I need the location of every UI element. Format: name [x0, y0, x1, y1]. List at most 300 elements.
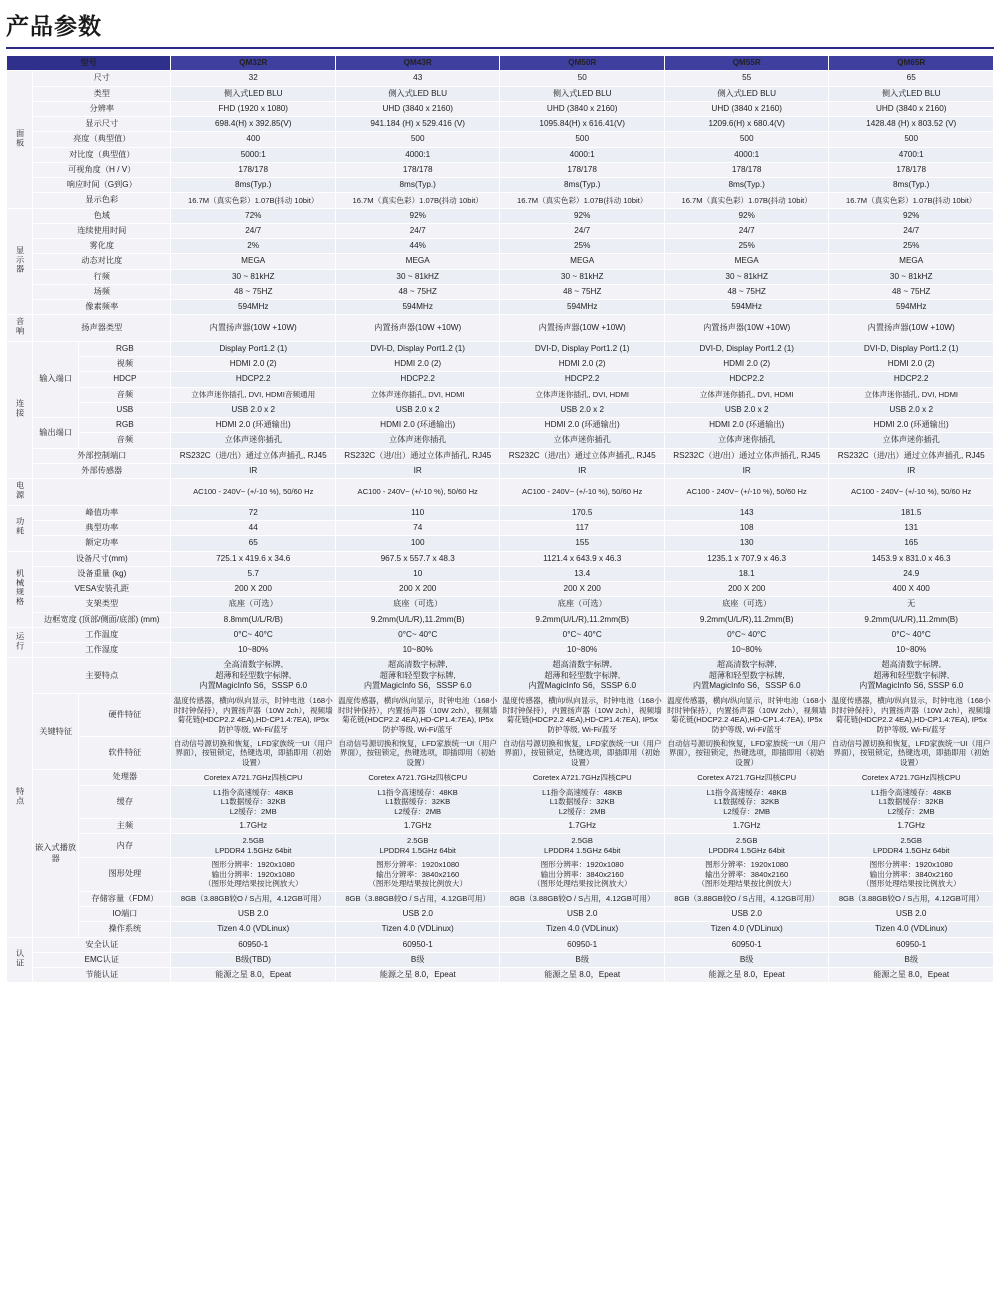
cell-value: USB 2.0	[664, 907, 828, 922]
cell-value: Coretex A721.7GHz四核CPU	[171, 770, 335, 785]
table-row	[7, 223, 994, 238]
cell-value: 24/7	[171, 223, 335, 238]
cell-value: 内置扬声器(10W +10W)	[829, 315, 994, 342]
title-divider	[6, 47, 994, 49]
row-group-label: 音响	[7, 315, 33, 342]
cell-value: Coretex A721.7GHz四核CPU	[829, 770, 994, 785]
table-row	[7, 834, 994, 858]
cell-value: 92%	[335, 208, 499, 223]
table-row	[7, 937, 994, 952]
cell-value: 立体声迷你插孔	[500, 433, 664, 448]
cell-value: 24/7	[500, 223, 664, 238]
table-row	[7, 178, 994, 193]
cell-value: 2.5GB LPDDR4 1.5GHz 64bit	[335, 834, 499, 858]
cell-value: 16.7M（真实色彩）1.07B(抖动 10bit）	[171, 193, 335, 208]
cell-value: 24/7	[335, 223, 499, 238]
table-row	[7, 694, 994, 737]
cell-value: MEGA	[829, 254, 994, 269]
cell-value: IR	[500, 463, 664, 478]
cell-value: 8GB（3.88GB较O / S占用，4.12GB可用）	[664, 891, 828, 906]
cell-value: USB 2.0 x 2	[664, 402, 828, 417]
cell-value: 500	[664, 132, 828, 147]
cell-value: 0°C~ 40°C	[664, 627, 828, 642]
row-label: 设备重量 (kg)	[33, 566, 171, 581]
cell-value: HDMI 2.0 (环通输出)	[500, 418, 664, 433]
cell-value: UHD (3840 x 2160)	[335, 101, 499, 116]
table-row	[7, 269, 994, 284]
cell-value: 50	[500, 71, 664, 86]
cell-value: 200 X 200	[500, 582, 664, 597]
cell-value: 温度传感器，横向/纵向显示，时钟电池（168小时时钟保持），内置扬声器（10W 2ch），视频墙菊花链(HDCP2.2 4EA),HD-CP1.4:7EA), IP5x 防护等级, Wi-Fi/蓝牙	[171, 694, 335, 737]
cell-value: UHD (3840 x 2160)	[500, 101, 664, 116]
table-row	[7, 402, 994, 417]
cell-value: AC100 - 240V~ (+/-10 %), 50/60 Hz	[829, 479, 994, 506]
cell-value: 8GB（3.88GB较O / S占用，4.12GB可用）	[335, 891, 499, 906]
cell-value: 178/178	[664, 162, 828, 177]
cell-value: RS232C（进/出）通过立体声插孔, RJ45	[335, 448, 499, 463]
cell-value: MEGA	[171, 254, 335, 269]
table-row	[7, 582, 994, 597]
table-row	[7, 785, 994, 818]
cell-value: 温度传感器，横向/纵向显示，时钟电池（168小时时钟保持），内置扬声器（10W 2ch），视频墙菊花链(HDCP2.2 4EA),HD-CP1.4:7EA), IP5x 防护等级, Wi-Fi/蓝牙	[335, 694, 499, 737]
cell-value: 8ms(Typ.)	[500, 178, 664, 193]
cell-value: 25%	[664, 239, 828, 254]
row-group-label: 特点	[7, 658, 33, 937]
cell-value: 8ms(Typ.)	[664, 178, 828, 193]
cell-value: 超高清数字标牌, 超薄和轻型数字标牌, 内置MagicInfo S6, SSSP 6.0	[829, 658, 994, 694]
cell-value: HDCP2.2	[500, 372, 664, 387]
cell-value: 60950-1	[335, 937, 499, 952]
row-label: 显示尺寸	[33, 117, 171, 132]
cell-value: IR	[664, 463, 828, 478]
cell-value: 自动信号源切换和恢复，LFD家族统一UI（用户界面），按钮锁定，热键选项，即插即用（初始设置）	[664, 737, 828, 770]
cell-value: Display Port1.2 (1)	[171, 341, 335, 356]
table-row	[7, 101, 994, 116]
cell-value: 65	[171, 536, 335, 551]
cell-value: 0°C~ 40°C	[335, 627, 499, 642]
cell-value: 侧入式LED BLU	[335, 86, 499, 101]
cell-value: 1.7GHz	[171, 819, 335, 834]
table-row	[7, 433, 994, 448]
row-label: 扬声器类型	[33, 315, 171, 342]
row-label: 图形处理	[79, 858, 171, 891]
cell-value: 图形分辨率：1920x1080 输出分辨率：3840x2160 （图形处理结果按比例放大）	[829, 858, 994, 891]
cell-value: 4000:1	[664, 147, 828, 162]
cell-value: 8GB（3.88GB较O / S占用，4.12GB可用）	[500, 891, 664, 906]
cell-value: 92%	[500, 208, 664, 223]
row-label: 视频	[79, 357, 171, 372]
cell-value: 30 ~ 81kHZ	[335, 269, 499, 284]
row-label	[33, 479, 171, 506]
cell-value: Coretex A721.7GHz四核CPU	[500, 770, 664, 785]
model-column-1: QM32R	[171, 56, 335, 71]
cell-value: 自动信号源切换和恢复，LFD家族统一UI（用户界面），按钮锁定，热键选项，即插即用（初始设置）	[500, 737, 664, 770]
cell-value: 108	[664, 521, 828, 536]
row-label: 色域	[33, 208, 171, 223]
cell-value: 400 X 400	[829, 582, 994, 597]
cell-value: 967.5 x 557.7 x 48.3	[335, 551, 499, 566]
cell-value: 1.7GHz	[664, 819, 828, 834]
cell-value: 48 ~ 75HZ	[500, 284, 664, 299]
cell-value: 温度传感器，横向/纵向显示，时钟电池（168小时时钟保持），内置扬声器（10W 2ch），视频墙菊花链(HDCP2.2 4EA),HD-CP1.4:7EA), IP5x 防护等级, Wi-Fi/蓝牙	[500, 694, 664, 737]
cell-value: 16.7M（真实色彩）1.07B(抖动 10bit）	[500, 193, 664, 208]
cell-value: RS232C（进/出）通过立体声插孔, RJ45	[829, 448, 994, 463]
cell-value: 超高清数字标牌, 超薄和轻型数字标牌, 内置MagicInfo S6，SSSP 6.0	[335, 658, 499, 694]
cell-value: B级	[335, 952, 499, 967]
cell-value: AC100 - 240V~ (+/-10 %), 50/60 Hz	[335, 479, 499, 506]
row-label: 响应时间（G到G）	[33, 178, 171, 193]
cell-value: 能源之星 8.0，Epeat	[171, 968, 335, 983]
cell-value: 底座（可选）	[664, 597, 828, 612]
page-title: 产品参数	[6, 13, 102, 39]
row-subgroup-label: 关键特征	[33, 694, 79, 770]
cell-value: UHD (3840 x 2160)	[829, 101, 994, 116]
cell-value: 16.7M（真实色彩）1.07B(抖动 10bit）	[664, 193, 828, 208]
cell-value: 594MHz	[500, 300, 664, 315]
cell-value: UHD (3840 x 2160)	[664, 101, 828, 116]
cell-value: 内置扬声器(10W +10W)	[335, 315, 499, 342]
cell-value: 130	[664, 536, 828, 551]
cell-value: 2.5GB LPDDR4 1.5GHz 64bit	[500, 834, 664, 858]
row-label: VESA安装孔距	[33, 582, 171, 597]
cell-value: 10~80%	[335, 643, 499, 658]
cell-value: 0°C~ 40°C	[829, 627, 994, 642]
cell-value: 1428.48 (H) x 803.52 (V)	[829, 117, 994, 132]
cell-value: HDMI 2.0 (环通输出)	[335, 418, 499, 433]
table-row	[7, 819, 994, 834]
cell-value: HDMI 2.0 (2)	[829, 357, 994, 372]
table-row	[7, 770, 994, 785]
cell-value: 9.2mm(U/L/R),11.2mm(B)	[829, 612, 994, 627]
cell-value: USB 2.0 x 2	[829, 402, 994, 417]
cell-value: 立体声迷你插孔	[664, 433, 828, 448]
cell-value: L1指令高速缓存：48KB L1数据缓存：32KB L2缓存：2MB	[171, 785, 335, 818]
row-label: 尺寸	[33, 71, 171, 86]
row-label: 主要特点	[33, 658, 171, 694]
cell-value: 2.5GB LPDDR4 1.5GHz 64bit	[664, 834, 828, 858]
table-header	[7, 56, 994, 71]
row-label: 行频	[33, 269, 171, 284]
cell-value: HDMI 2.0 (2)	[664, 357, 828, 372]
cell-value: 9.2mm(U/L/R),11.2mm(B)	[335, 612, 499, 627]
row-label: 节能认证	[33, 968, 171, 983]
cell-value: HDMI 2.0 (环通输出)	[171, 418, 335, 433]
cell-value: 10~80%	[171, 643, 335, 658]
cell-value: 18.1	[664, 566, 828, 581]
cell-value: 5000:1	[171, 147, 335, 162]
table-row	[7, 284, 994, 299]
cell-value: Tizen 4.0 (VDLinux)	[500, 922, 664, 937]
row-label: 软件特征	[79, 737, 171, 770]
table-row	[7, 86, 994, 101]
model-column-3: QM50R	[500, 56, 664, 71]
table-row	[7, 147, 994, 162]
table-row	[7, 643, 994, 658]
cell-value: 立体声迷你插孔, DVI, HDMI音频通用	[171, 387, 335, 402]
cell-value: 43	[335, 71, 499, 86]
row-label: 额定功率	[33, 536, 171, 551]
cell-value: HDCP2.2	[664, 372, 828, 387]
row-label: 安全认证	[33, 937, 171, 952]
cell-value: 24/7	[829, 223, 994, 238]
cell-value: 底座（可选）	[500, 597, 664, 612]
row-group-label: 连接	[7, 341, 33, 478]
table-row	[7, 521, 994, 536]
row-group-label: 电源	[7, 479, 33, 506]
cell-value: MEGA	[664, 254, 828, 269]
cell-value: 500	[829, 132, 994, 147]
cell-value: 500	[500, 132, 664, 147]
table-body	[7, 71, 994, 983]
cell-value: 1235.1 x 707.9 x 46.3	[664, 551, 828, 566]
cell-value: 2.5GB LPDDR4 1.5GHz 64bit	[171, 834, 335, 858]
row-label: 存储容量（FDM）	[79, 891, 171, 906]
cell-value: 8ms(Typ.)	[171, 178, 335, 193]
table-row	[7, 858, 994, 891]
cell-value: Tizen 4.0 (VDLinux)	[664, 922, 828, 937]
cell-value: AC100 - 240V~ (+/-10 %), 50/60 Hz	[500, 479, 664, 506]
cell-value: 1.7GHz	[335, 819, 499, 834]
cell-value: 30 ~ 81kHZ	[171, 269, 335, 284]
row-group-label: 运行	[7, 627, 33, 658]
cell-value: 25%	[500, 239, 664, 254]
table-row	[7, 479, 994, 506]
row-label: 缓存	[79, 785, 171, 818]
cell-value: HDCP2.2	[171, 372, 335, 387]
row-label: 典型功率	[33, 521, 171, 536]
cell-value: IR	[335, 463, 499, 478]
cell-value: 立体声迷你插孔, DVI, HDMI	[335, 387, 499, 402]
cell-value: 1453.9 x 831.0 x 46.3	[829, 551, 994, 566]
table-row	[7, 891, 994, 906]
cell-value: 4000:1	[500, 147, 664, 162]
table-row	[7, 132, 994, 147]
table-row	[7, 505, 994, 520]
row-label: RGB	[79, 341, 171, 356]
cell-value: 8GB（3.88GB较O / S占用，4.12GB可用）	[171, 891, 335, 906]
cell-value: 13.4	[500, 566, 664, 581]
cell-value: HDMI 2.0 (2)	[500, 357, 664, 372]
cell-value: AC100 - 240V~ (+/-10 %), 50/60 Hz	[664, 479, 828, 506]
table-row	[7, 208, 994, 223]
cell-value: 400	[171, 132, 335, 147]
row-label: 外部传感器	[33, 463, 171, 478]
cell-value: Tizen 4.0 (VDLinux)	[829, 922, 994, 937]
row-label: 外部控制端口	[33, 448, 171, 463]
table-row	[7, 952, 994, 967]
row-label: HDCP	[79, 372, 171, 387]
cell-value: 无	[829, 597, 994, 612]
cell-value: 底座（可选）	[335, 597, 499, 612]
table-row	[7, 162, 994, 177]
cell-value: 4700:1	[829, 147, 994, 162]
cell-value: 立体声迷你插孔, DVI, HDMI	[829, 387, 994, 402]
cell-value: 25%	[829, 239, 994, 254]
cell-value: 8GB（3.88GB较O / S占用，4.12GB可用）	[829, 891, 994, 906]
cell-value: L1指令高速缓存：48KB L1数据缓存：32KB L2缓存：2MB	[335, 785, 499, 818]
cell-value: 16.7M（真实色彩）1.07B(抖动 10bit）	[829, 193, 994, 208]
cell-value: 594MHz	[829, 300, 994, 315]
cell-value: B级	[500, 952, 664, 967]
cell-value: 1121.4 x 643.9 x 46.3	[500, 551, 664, 566]
cell-value: 超高清数字标牌, 超薄和轻型数字标牌, 内置MagicInfo S6，SSSP 6.0	[664, 658, 828, 694]
cell-value: 能源之星 8.0，Epeat	[335, 968, 499, 983]
cell-value: 内置扬声器(10W +10W)	[664, 315, 828, 342]
cell-value: 超高清数字标牌, 超薄和轻型数字标牌, 内置MagicInfo S6，SSSP 6.0	[500, 658, 664, 694]
cell-value: 200 X 200	[335, 582, 499, 597]
cell-value: 5.7	[171, 566, 335, 581]
cell-value: 143	[664, 505, 828, 520]
row-label: EMC认证	[33, 952, 171, 967]
cell-value: RS232C（进/出）通过立体声插孔, RJ45	[171, 448, 335, 463]
row-label: 支架类型	[33, 597, 171, 612]
cell-value: 170.5	[500, 505, 664, 520]
row-group-label: 认证	[7, 937, 33, 983]
row-label: IO端口	[79, 907, 171, 922]
row-label: 工作湿度	[33, 643, 171, 658]
cell-value: Tizen 4.0 (VDLinux)	[171, 922, 335, 937]
cell-value: 图形分辨率：1920x1080 输出分辨率：3840x2160 （图形处理结果按比例放大）	[500, 858, 664, 891]
cell-value: 48 ~ 75HZ	[664, 284, 828, 299]
cell-value: 32	[171, 71, 335, 86]
cell-value: L1指令高速缓存：48KB L1数据缓存：32KB L2缓存：2MB	[829, 785, 994, 818]
cell-value: 9.2mm(U/L/R),11.2mm(B)	[500, 612, 664, 627]
table-row	[7, 300, 994, 315]
cell-value: 自动信号源切换和恢复，LFD家族统一UI（用户界面），按钮锁定，热键选项，即插即用（初始设置）	[829, 737, 994, 770]
row-group-label: 功耗	[7, 505, 33, 551]
table-row	[7, 463, 994, 478]
table-row	[7, 418, 994, 433]
cell-value: 594MHz	[335, 300, 499, 315]
cell-value: 立体声迷你插孔, DVI, HDMI	[500, 387, 664, 402]
cell-value: USB 2.0	[335, 907, 499, 922]
row-label: 峰值功率	[33, 505, 171, 520]
row-label: 音频	[79, 433, 171, 448]
cell-value: 立体声迷你插孔, DVI, HDMI	[664, 387, 828, 402]
cell-value: 941.184 (H) x 529.416 (V)	[335, 117, 499, 132]
row-label: 分辨率	[33, 101, 171, 116]
cell-value: 24/7	[664, 223, 828, 238]
cell-value: 2%	[171, 239, 335, 254]
cell-value: 24.9	[829, 566, 994, 581]
cell-value: L1指令高速缓存：48KB L1数据缓存：32KB L2缓存：2MB	[664, 785, 828, 818]
row-label: 可视角度（H / V）	[33, 162, 171, 177]
cell-value: 10~80%	[500, 643, 664, 658]
cell-value: 178/178	[829, 162, 994, 177]
cell-value: 9.2mm(U/L/R),11.2mm(B)	[664, 612, 828, 627]
table-row	[7, 597, 994, 612]
table-row	[7, 357, 994, 372]
cell-value: HDMI 2.0 (2)	[335, 357, 499, 372]
cell-value: 48 ~ 75HZ	[171, 284, 335, 299]
cell-value: 能源之星 8.0，Epeat	[664, 968, 828, 983]
row-label: RGB	[79, 418, 171, 433]
row-label: USB	[79, 402, 171, 417]
cell-value: USB 2.0 x 2	[171, 402, 335, 417]
cell-value: 48 ~ 75HZ	[335, 284, 499, 299]
row-label: 连续使用时间	[33, 223, 171, 238]
cell-value: 178/178	[171, 162, 335, 177]
cell-value: 能源之星 8.0，Epeat	[500, 968, 664, 983]
row-label: 对比度（典型值）	[33, 147, 171, 162]
cell-value: 48 ~ 75HZ	[829, 284, 994, 299]
cell-value: 178/178	[335, 162, 499, 177]
cell-value: 2.5GB LPDDR4 1.5GHz 64bit	[829, 834, 994, 858]
cell-value: RS232C（进/出）通过立体声插孔, RJ45	[664, 448, 828, 463]
cell-value: DVI-D, Display Port1.2 (1)	[500, 341, 664, 356]
cell-value: 图形分辨率：1920x1080 输出分辨率：3840x2160 （图形处理结果按比例放大）	[335, 858, 499, 891]
cell-value: USB 2.0	[829, 907, 994, 922]
header-row	[7, 56, 994, 71]
cell-value: 0°C~ 40°C	[500, 627, 664, 642]
cell-value: 30 ~ 81kHZ	[500, 269, 664, 284]
cell-value: 侧入式LED BLU	[829, 86, 994, 101]
cell-value: 1.7GHz	[829, 819, 994, 834]
cell-value: 72%	[171, 208, 335, 223]
cell-value: RS232C（进/出）通过立体声插孔, RJ45	[500, 448, 664, 463]
cell-value: B级(TBD)	[171, 952, 335, 967]
row-label: 像素频率	[33, 300, 171, 315]
table-row	[7, 193, 994, 208]
table-row	[7, 612, 994, 627]
cell-value: DVI-D, Display Port1.2 (1)	[664, 341, 828, 356]
cell-value: 92%	[664, 208, 828, 223]
model-column-5: QM65R	[829, 56, 994, 71]
table-row	[7, 968, 994, 983]
table-row	[7, 566, 994, 581]
cell-value: 500	[335, 132, 499, 147]
row-label: 边框宽度 (顶部/侧面/底部) (mm)	[33, 612, 171, 627]
cell-value: 74	[335, 521, 499, 536]
cell-value: B级	[664, 952, 828, 967]
table-row	[7, 254, 994, 269]
row-group-label: 显示器	[7, 208, 33, 315]
cell-value: B级	[829, 952, 994, 967]
cell-value: 1209.6(H) x 680.4(V)	[664, 117, 828, 132]
table-row	[7, 627, 994, 642]
row-label: 设备尺寸(mm)	[33, 551, 171, 566]
cell-value: 8ms(Typ.)	[335, 178, 499, 193]
row-label: 动态对比度	[33, 254, 171, 269]
row-subgroup-label: 输出端口	[33, 418, 79, 449]
cell-value: USB 2.0	[171, 907, 335, 922]
cell-value: HDCP2.2	[829, 372, 994, 387]
table-row	[7, 239, 994, 254]
row-label: 主频	[79, 819, 171, 834]
row-group-label: 面板	[7, 71, 33, 208]
table-row	[7, 117, 994, 132]
cell-value: 10	[335, 566, 499, 581]
cell-value: 60950-1	[829, 937, 994, 952]
model-header-label: 型号	[7, 56, 171, 71]
row-label: 类型	[33, 86, 171, 101]
cell-value: 全高清数字标牌, 超薄和轻型数字标牌, 内置MagicInfo S6，SSSP 6.0	[171, 658, 335, 694]
table-row	[7, 71, 994, 86]
cell-value: 能源之星 8.0，Epeat	[829, 968, 994, 983]
row-subgroup-label: 输入端口	[33, 341, 79, 417]
table-row	[7, 551, 994, 566]
cell-value: 117	[500, 521, 664, 536]
row-label: 操作系统	[79, 922, 171, 937]
cell-value: 8.8mm(U/L/R/B)	[171, 612, 335, 627]
model-column-4: QM55R	[664, 56, 828, 71]
cell-value: MEGA	[335, 254, 499, 269]
cell-value: L1指令高速缓存：48KB L1数据缓存：32KB L2缓存：2MB	[500, 785, 664, 818]
row-label: 硬件特征	[79, 694, 171, 737]
cell-value: 4000:1	[335, 147, 499, 162]
table-row	[7, 372, 994, 387]
cell-value: FHD (1920 x 1080)	[171, 101, 335, 116]
